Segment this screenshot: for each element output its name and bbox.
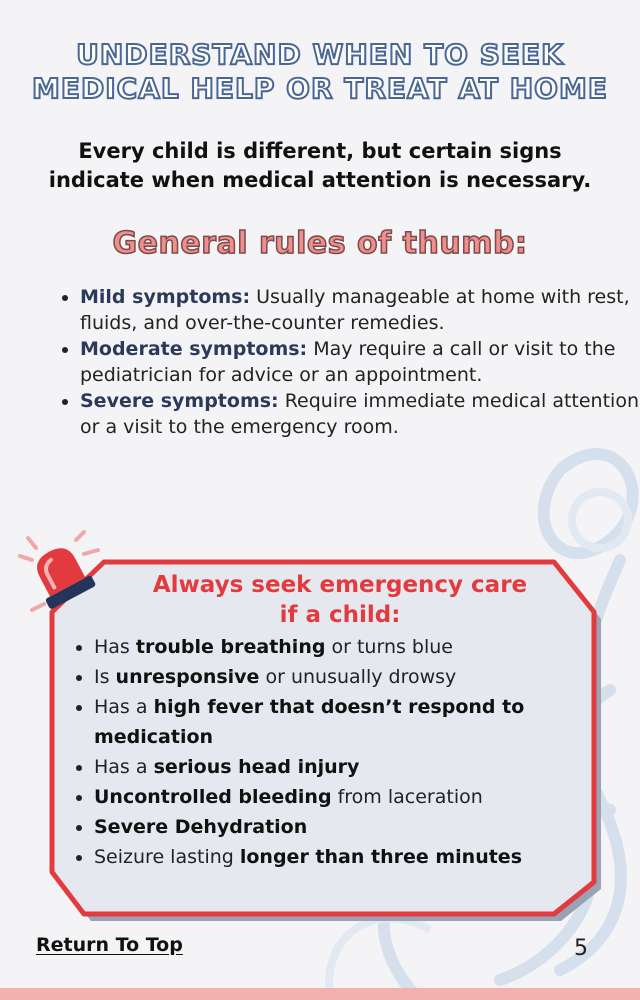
- emergency-heading-line-1: Always seek emergency care: [152, 572, 528, 598]
- list-item: • Has trouble breathing or turns blue: [94, 632, 594, 662]
- rule-text: Usually manageable at home with rest, fluids, and over-the-counter remedies.: [80, 286, 630, 334]
- page-title: [0, 38, 640, 106]
- rules-heading: General rules of thumb:: [112, 226, 528, 261]
- list-item: • Severe Dehydration: [94, 812, 594, 842]
- return-to-top-link[interactable]: Return To Top: [36, 934, 183, 956]
- list-item: • Seizure lasting longer than three minutes: [94, 842, 594, 872]
- list-item: • Has a serious head injury: [94, 752, 594, 782]
- intro-line-1: Every child is different, but certain signs: [78, 139, 562, 163]
- rule-term: Severe symptoms:: [80, 390, 279, 412]
- list-item: • Is unresponsive or unusually drowsy: [94, 662, 594, 692]
- rules-list: [52, 284, 640, 440]
- page-number: 5: [574, 936, 588, 961]
- rule-severe: [80, 388, 640, 440]
- rule-term: Mild symptoms:: [80, 286, 251, 308]
- emergency-heading: [50, 570, 630, 630]
- rule-text: May require a call or visit to the pediatrician for advice or an appointment.: [80, 338, 616, 386]
- bottom-bar: [0, 988, 640, 1000]
- intro-text: [20, 137, 620, 195]
- rule-mild: [80, 284, 640, 336]
- list-item: • Uncontrolled bleeding from laceration: [94, 782, 594, 812]
- rule-term: Moderate symptoms:: [80, 338, 308, 360]
- emergency-list: [68, 632, 594, 872]
- list-item: • Has a high fever that doesn’t respond to medication: [94, 692, 594, 752]
- page-title-line-2: MEDICAL HELP OR TREAT AT HOME: [32, 72, 608, 105]
- emergency-heading-line-2: if a child:: [279, 602, 401, 628]
- page-title-line-1: UNDERSTAND WHEN TO SEEK: [76, 38, 564, 71]
- intro-line-2: indicate when medical attention is necessary.: [48, 168, 592, 192]
- rule-text: Require immediate medical attention or a visit to the emergency room.: [80, 390, 639, 438]
- rule-moderate: [80, 336, 640, 388]
